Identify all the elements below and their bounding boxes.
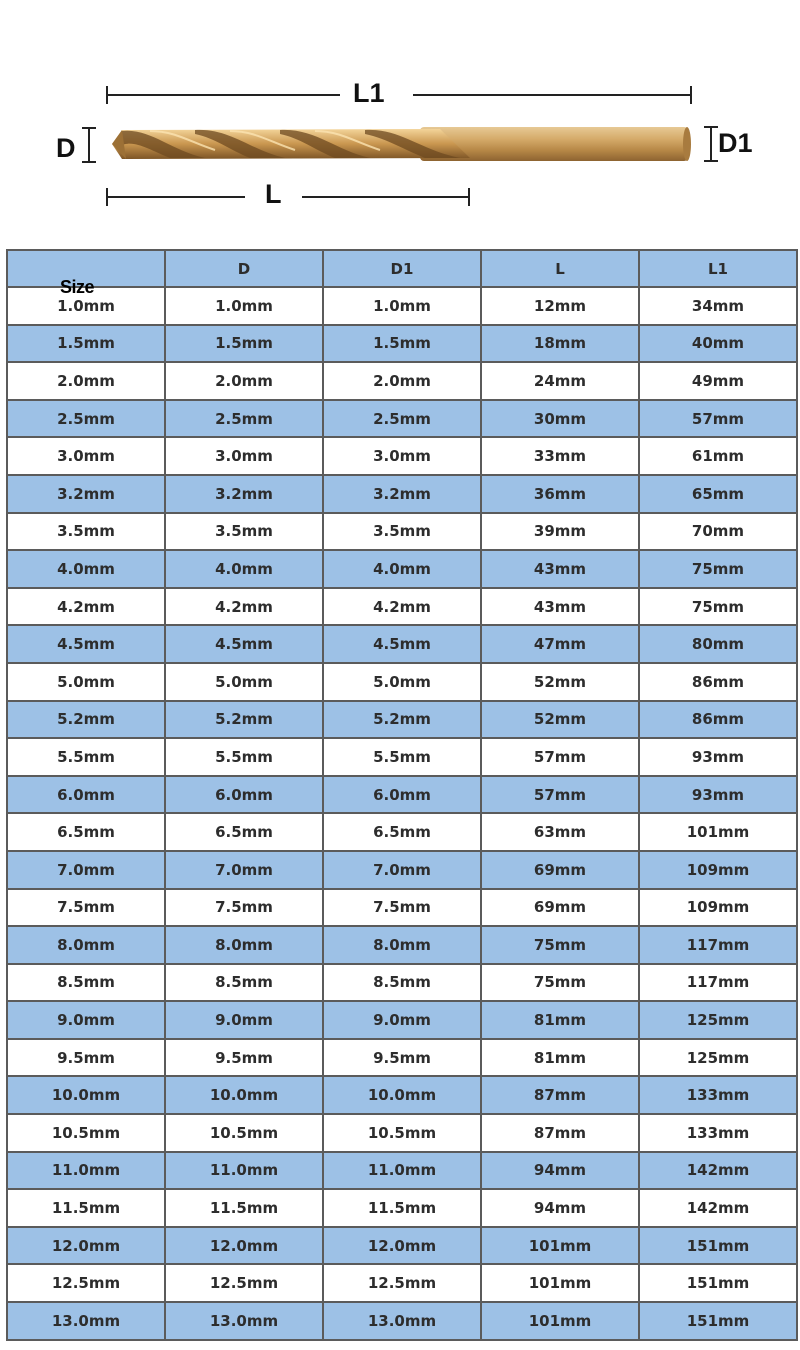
cell-l1: 34mm: [639, 287, 797, 325]
drill-flutes: [112, 129, 470, 159]
cell-l1: 57mm: [639, 400, 797, 438]
cell-d1: 4.5mm: [323, 625, 481, 663]
cell-size: 10.5mm: [7, 1114, 165, 1152]
cell-l: 81mm: [481, 1001, 639, 1039]
l-label: L: [265, 179, 282, 209]
cell-l: 63mm: [481, 813, 639, 851]
cell-size: 1.0mm: [7, 287, 165, 325]
cell-d: 2.5mm: [165, 400, 323, 438]
table-row: [7, 964, 797, 1002]
table-row: [7, 776, 797, 814]
cell-d: 3.5mm: [165, 513, 323, 551]
table-row: [7, 851, 797, 889]
cell-l: 75mm: [481, 964, 639, 1002]
cell-d1: 5.5mm: [323, 738, 481, 776]
cell-l: 33mm: [481, 437, 639, 475]
cell-l: 12mm: [481, 287, 639, 325]
cell-d1: 8.5mm: [323, 964, 481, 1002]
cell-l: 101mm: [481, 1264, 639, 1302]
table-row: [7, 738, 797, 776]
size-specification-table: [6, 249, 798, 1341]
cell-d: 10.0mm: [165, 1076, 323, 1114]
header-l1: L1: [639, 250, 797, 287]
cell-l: 39mm: [481, 513, 639, 551]
cell-d: 4.2mm: [165, 588, 323, 626]
table-row: [7, 663, 797, 701]
cell-size: 8.0mm: [7, 926, 165, 964]
cell-l1: 70mm: [639, 513, 797, 551]
cell-l: 94mm: [481, 1189, 639, 1227]
cell-size: 2.0mm: [7, 362, 165, 400]
cell-l1: 75mm: [639, 588, 797, 626]
cell-size: 5.2mm: [7, 701, 165, 739]
cell-l: 75mm: [481, 926, 639, 964]
cell-d: 8.0mm: [165, 926, 323, 964]
cell-l1: 61mm: [639, 437, 797, 475]
cell-d1: 11.5mm: [323, 1189, 481, 1227]
header-l: L: [481, 250, 639, 287]
cell-l: 24mm: [481, 362, 639, 400]
cell-l: 52mm: [481, 701, 639, 739]
cell-size: 13.0mm: [7, 1302, 165, 1340]
cell-l1: 133mm: [639, 1076, 797, 1114]
cell-l: 18mm: [481, 325, 639, 363]
cell-l: 36mm: [481, 475, 639, 513]
cell-size: 3.0mm: [7, 437, 165, 475]
cell-d1: 3.5mm: [323, 513, 481, 551]
cell-d1: 2.5mm: [323, 400, 481, 438]
cell-size: 2.5mm: [7, 400, 165, 438]
cell-size: 4.5mm: [7, 625, 165, 663]
cell-l: 52mm: [481, 663, 639, 701]
cell-d1: 9.0mm: [323, 1001, 481, 1039]
cell-size: 5.0mm: [7, 663, 165, 701]
cell-l1: 93mm: [639, 738, 797, 776]
cell-d: 3.0mm: [165, 437, 323, 475]
cell-d: 10.5mm: [165, 1114, 323, 1152]
cell-l: 101mm: [481, 1227, 639, 1265]
cell-l: 47mm: [481, 625, 639, 663]
cell-l1: 109mm: [639, 889, 797, 927]
table-row: [7, 701, 797, 739]
cell-d: 2.0mm: [165, 362, 323, 400]
l1-label: L1: [353, 78, 385, 108]
cell-l1: 151mm: [639, 1264, 797, 1302]
cell-l: 57mm: [481, 776, 639, 814]
header-size: [7, 250, 165, 297]
cell-d: 4.5mm: [165, 625, 323, 663]
cell-d: 5.2mm: [165, 701, 323, 739]
cell-l1: 117mm: [639, 964, 797, 1002]
cell-d: 7.0mm: [165, 851, 323, 889]
cell-l1: 80mm: [639, 625, 797, 663]
table-row: [7, 513, 797, 551]
cell-l: 81mm: [481, 1039, 639, 1077]
l-dimension-line: [107, 188, 469, 206]
cell-size: 6.0mm: [7, 776, 165, 814]
table-row: [7, 1302, 797, 1340]
table-row: [7, 1076, 797, 1114]
cell-l1: 151mm: [639, 1227, 797, 1265]
cell-d1: 5.2mm: [323, 701, 481, 739]
cell-size: 9.0mm: [7, 1001, 165, 1039]
table-row: [7, 926, 797, 964]
d-dimension-bracket: [82, 128, 96, 162]
cell-d: 12.0mm: [165, 1227, 323, 1265]
cell-size: 12.5mm: [7, 1264, 165, 1302]
cell-l1: 142mm: [639, 1152, 797, 1190]
cell-l1: 86mm: [639, 663, 797, 701]
cell-d1: 2.0mm: [323, 362, 481, 400]
table-row: [7, 1114, 797, 1152]
cell-d: 13.0mm: [165, 1302, 323, 1340]
cell-size: 10.0mm: [7, 1076, 165, 1114]
cell-d1: 4.0mm: [323, 550, 481, 588]
table-row: [7, 550, 797, 588]
table-row: [7, 813, 797, 851]
cell-d1: 12.0mm: [323, 1227, 481, 1265]
cell-d1: 10.0mm: [323, 1076, 481, 1114]
cell-d1: 11.0mm: [323, 1152, 481, 1190]
cell-d: 6.5mm: [165, 813, 323, 851]
table-row: [7, 400, 797, 438]
table-row: [7, 1001, 797, 1039]
cell-d: 9.5mm: [165, 1039, 323, 1077]
cell-d1: 12.5mm: [323, 1264, 481, 1302]
cell-d1: 10.5mm: [323, 1114, 481, 1152]
cell-d: 5.5mm: [165, 738, 323, 776]
cell-l1: 125mm: [639, 1001, 797, 1039]
cell-d1: 1.5mm: [323, 325, 481, 363]
cell-size: 11.5mm: [7, 1189, 165, 1227]
header-size-label: Size: [60, 277, 95, 297]
cell-l1: 142mm: [639, 1189, 797, 1227]
d1-label: D1: [718, 128, 753, 158]
cell-size: 5.5mm: [7, 738, 165, 776]
cell-size: 6.5mm: [7, 813, 165, 851]
cell-size: 4.0mm: [7, 550, 165, 588]
table-header-row: [7, 250, 797, 287]
cell-l1: 40mm: [639, 325, 797, 363]
table-row: [7, 475, 797, 513]
table-row: [7, 362, 797, 400]
cell-d: 7.5mm: [165, 889, 323, 927]
cell-size: 1.5mm: [7, 325, 165, 363]
cell-d1: 4.2mm: [323, 588, 481, 626]
table-row: [7, 1039, 797, 1077]
table-row: [7, 1189, 797, 1227]
cell-l: 43mm: [481, 588, 639, 626]
table-row: [7, 1152, 797, 1190]
table-row: [7, 1264, 797, 1302]
cell-size: 9.5mm: [7, 1039, 165, 1077]
d-label: D: [56, 133, 76, 163]
cell-l1: 101mm: [639, 813, 797, 851]
table-row: [7, 889, 797, 927]
header-d: D: [165, 250, 323, 287]
cell-size: 8.5mm: [7, 964, 165, 1002]
cell-d: 1.0mm: [165, 287, 323, 325]
cell-d1: 7.0mm: [323, 851, 481, 889]
table-row: [7, 287, 797, 325]
cell-l1: 49mm: [639, 362, 797, 400]
cell-l: 87mm: [481, 1076, 639, 1114]
cell-d1: 6.5mm: [323, 813, 481, 851]
cell-size: 3.5mm: [7, 513, 165, 551]
cell-l1: 65mm: [639, 475, 797, 513]
table-row: [7, 625, 797, 663]
table-row: [7, 588, 797, 626]
cell-d: 4.0mm: [165, 550, 323, 588]
cell-d1: 3.0mm: [323, 437, 481, 475]
cell-l1: 86mm: [639, 701, 797, 739]
cell-l1: 133mm: [639, 1114, 797, 1152]
cell-l1: 93mm: [639, 776, 797, 814]
cell-l: 69mm: [481, 889, 639, 927]
cell-d1: 8.0mm: [323, 926, 481, 964]
cell-size: 7.0mm: [7, 851, 165, 889]
cell-l1: 125mm: [639, 1039, 797, 1077]
table-row: [7, 1227, 797, 1265]
cell-d1: 9.5mm: [323, 1039, 481, 1077]
table-body: [7, 287, 797, 1340]
cell-size: 12.0mm: [7, 1227, 165, 1265]
l1-dimension-line: [107, 86, 691, 104]
cell-d1: 5.0mm: [323, 663, 481, 701]
cell-d1: 7.5mm: [323, 889, 481, 927]
cell-d: 9.0mm: [165, 1001, 323, 1039]
table-row: [7, 325, 797, 363]
cell-size: 4.2mm: [7, 588, 165, 626]
cell-d1: 1.0mm: [323, 287, 481, 325]
cell-d: 5.0mm: [165, 663, 323, 701]
cell-d1: 3.2mm: [323, 475, 481, 513]
cell-d: 6.0mm: [165, 776, 323, 814]
table-row: [7, 437, 797, 475]
cell-d: 1.5mm: [165, 325, 323, 363]
cell-size: 7.5mm: [7, 889, 165, 927]
cell-d: 3.2mm: [165, 475, 323, 513]
cell-l: 69mm: [481, 851, 639, 889]
drill-bit-illustration: [0, 0, 800, 240]
cell-l: 57mm: [481, 738, 639, 776]
cell-l1: 75mm: [639, 550, 797, 588]
cell-l1: 151mm: [639, 1302, 797, 1340]
cell-size: 3.2mm: [7, 475, 165, 513]
cell-l1: 109mm: [639, 851, 797, 889]
cell-l: 30mm: [481, 400, 639, 438]
cell-d: 11.0mm: [165, 1152, 323, 1190]
cell-l: 94mm: [481, 1152, 639, 1190]
d1-dimension-bracket: [704, 127, 718, 161]
cell-d: 12.5mm: [165, 1264, 323, 1302]
cell-l: 43mm: [481, 550, 639, 588]
cell-d1: 13.0mm: [323, 1302, 481, 1340]
cell-l: 101mm: [481, 1302, 639, 1340]
cell-size: 11.0mm: [7, 1152, 165, 1190]
cell-d: 8.5mm: [165, 964, 323, 1002]
cell-l1: 117mm: [639, 926, 797, 964]
cell-l: 87mm: [481, 1114, 639, 1152]
cell-d: 11.5mm: [165, 1189, 323, 1227]
header-d1: D1: [323, 250, 481, 287]
cell-d1: 6.0mm: [323, 776, 481, 814]
drill-diagram: [0, 0, 800, 240]
